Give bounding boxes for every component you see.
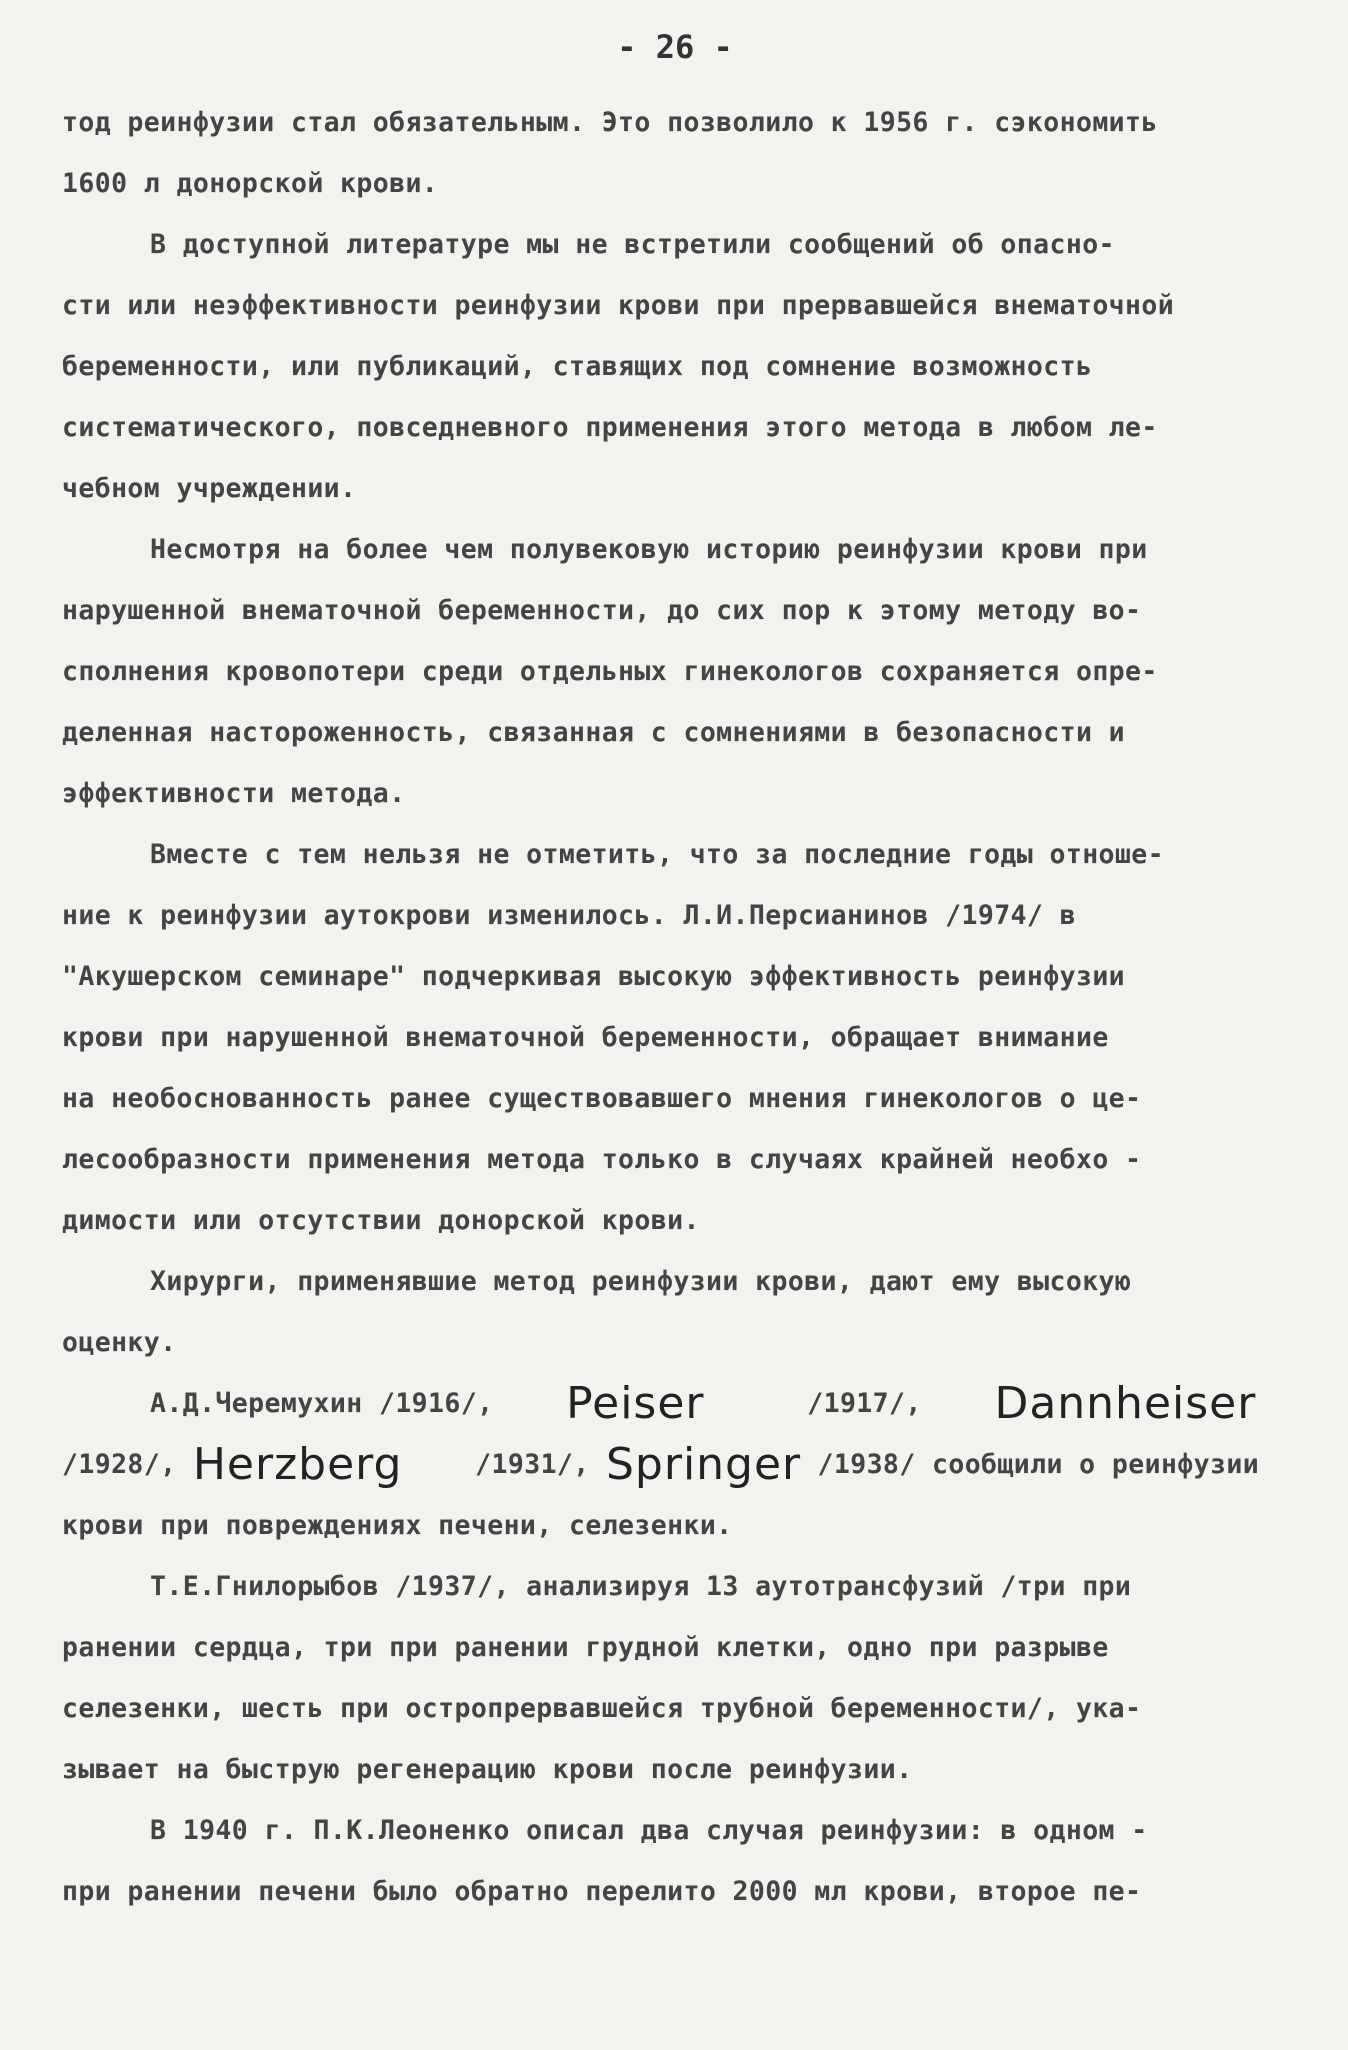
- citation-year: /1928/,: [62, 1449, 177, 1480]
- text-line: при ранении печени было обратно перелито 2000 мл крови, второе пе-: [62, 1876, 1142, 1907]
- text-line: В доступной литературе мы не встретили сообщений об опасно-: [150, 229, 1115, 260]
- text-line: на необоснованность ранее существовавшего мнения гинекологов о це-: [62, 1083, 1142, 1114]
- text-line: деленная настороженность, связанная с сомнениями в безопасности и: [62, 717, 1126, 748]
- text-line: ранении сердца, три при ранении грудной клетки, одно при разрыве: [62, 1632, 1109, 1663]
- text-line: Несмотря на более чем полувековую историю реинфузии крови при: [150, 534, 1148, 565]
- citation-year: /1917/,: [807, 1388, 922, 1419]
- paragraph-5: [62, 1251, 1288, 1373]
- handwritten-name-herzberg: Herzberg: [192, 1439, 403, 1490]
- text-line: В 1940 г. П.К.Леоненко описал два случая реинфузии: в одном -: [150, 1815, 1148, 1846]
- page-number: - 26 -: [617, 28, 733, 66]
- citation-year: /1931/,: [475, 1449, 590, 1480]
- handwritten-name-springer: Springer: [606, 1439, 802, 1490]
- text-line: "Акушерском семинаре" подчеркивая высокую эффективность реинфузии: [62, 961, 1126, 992]
- text-line: Т.Е.Гнилорыбов /1937/, анализируя 13 аутотрансфузий /три при: [150, 1571, 1132, 1602]
- text-line: систематического, повседневного применения этого метода в любом ле-: [62, 412, 1158, 443]
- text-line: тод реинфузии стал обязательным. Это позволило к 1956 г. сэкономить: [62, 107, 1158, 138]
- text-line: [62, 1373, 1288, 1434]
- paragraph-7: [62, 1556, 1288, 1800]
- text-line: димости или отсутствии донорской крови.: [62, 1205, 700, 1236]
- paragraph-2: [62, 214, 1288, 519]
- text-line: Хирурги, применявшие метод реинфузии крови, дают ему высокую: [150, 1266, 1132, 1297]
- text-line: сполнения кровопотери среди отдельных гинекологов сохраняется опре-: [62, 656, 1158, 687]
- text-line: оценку.: [62, 1327, 177, 1358]
- text-line: эффективности метода.: [62, 778, 406, 809]
- text-line: сти или неэффективности реинфузии крови при прервавшейся внематочной: [62, 290, 1175, 321]
- paragraph-8: [62, 1800, 1288, 1922]
- text-line: крови при повреждениях печени, селезенки.: [62, 1510, 733, 1541]
- text-line: ние к реинфузии аутокрови изменилось. Л.И.Персианинов /1974/ в: [62, 900, 1076, 931]
- text-line: селезенки, шесть при остропрервавшейся трубной беременности/, ука-: [62, 1693, 1142, 1724]
- handwritten-name-dannheiser: Dannheiser: [994, 1378, 1257, 1429]
- text-line: Вместе с тем нельзя не отметить, что за последние годы отноше-: [150, 839, 1164, 870]
- text-line: чебном учреждении.: [62, 473, 357, 504]
- citation-tail: /1938/ сообщили о реинфузии: [817, 1449, 1260, 1480]
- handwritten-name-peiser: Peiser: [566, 1378, 705, 1429]
- text-line: лесообразности применения метода только в случаях крайней необхо -: [62, 1144, 1142, 1175]
- text-line: беременности, или публикаций, ставящих под сомнение возможность: [62, 351, 1093, 382]
- citation-cheremukhin: А.Д.Черемухин /1916/,: [150, 1388, 494, 1419]
- text-line: зывает на быструю регенерацию крови после реинфузии.: [62, 1754, 913, 1785]
- text-line: 1600 л донорской крови.: [62, 168, 439, 199]
- paragraph-6: [62, 1373, 1288, 1556]
- body-text: [62, 92, 1288, 1922]
- paragraph-4: [62, 824, 1288, 1251]
- text-line: [62, 1434, 1288, 1495]
- text-line: крови при нарушенной внематочной беременности, обращает внимание: [62, 1022, 1109, 1053]
- paragraph-1: [62, 92, 1288, 214]
- paragraph-3: [62, 519, 1288, 824]
- text-line: нарушенной внематочной беременности, до сих пор к этому методу во-: [62, 595, 1142, 626]
